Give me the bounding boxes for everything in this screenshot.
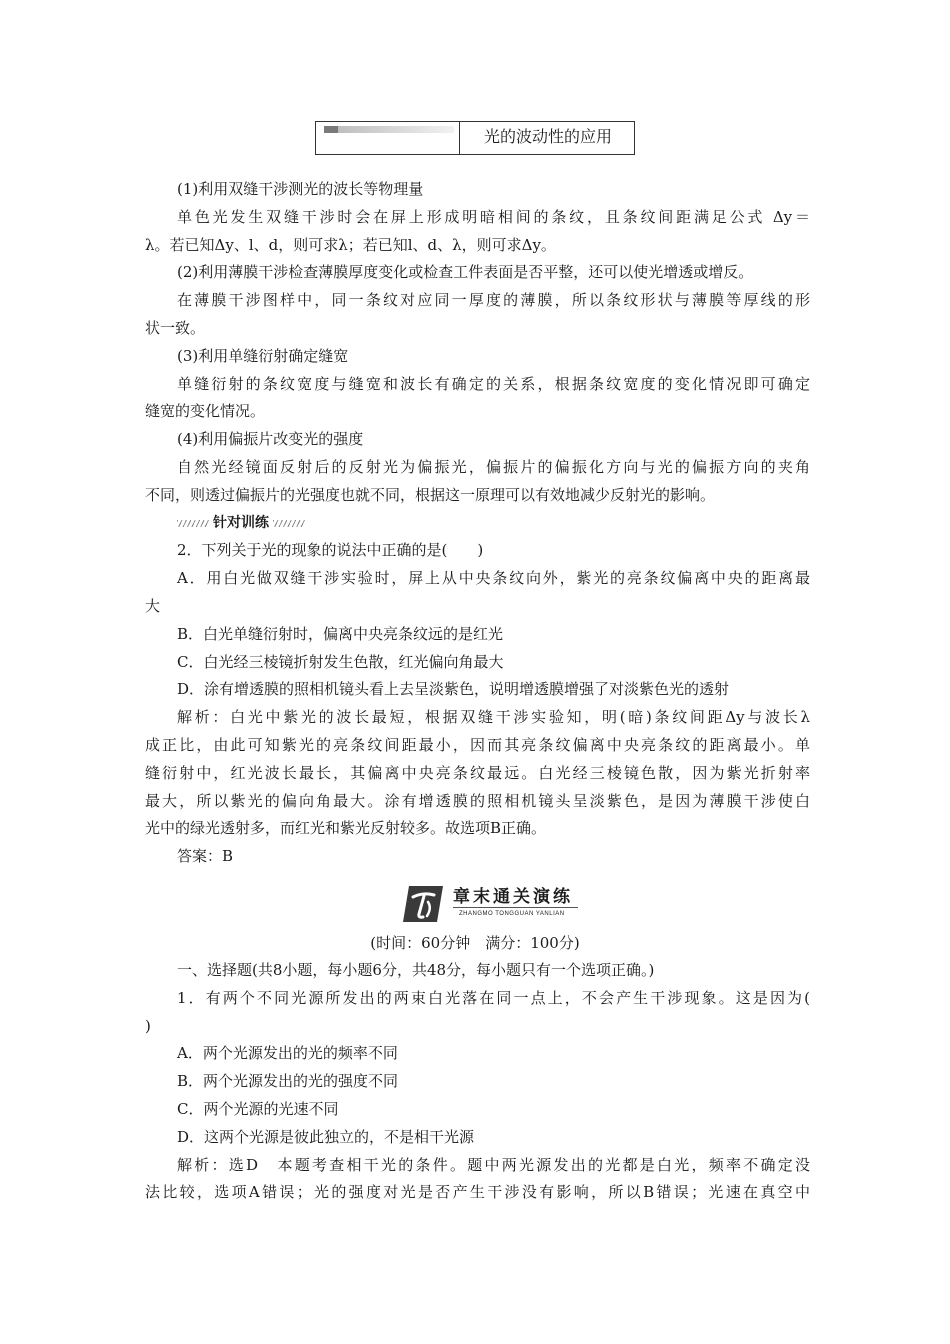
option-d: D．涂有增透膜的照相机镜头看上去呈淡紫色，说明增透膜增强了对淡紫色光的透射 (177, 680, 730, 699)
paragraph-line: 单缝衍射的条纹宽度与缝宽和波长有确定的关系，根据条纹宽度的变化情况即可确定 (177, 374, 810, 393)
paragraph-line: 在薄膜干涉图样中，同一条纹对应同一厚度的薄膜，所以条纹形状与薄膜等厚线的形 (177, 291, 810, 310)
option-d: D．这两个光源是彼此独立的，不是相干光源 (177, 1127, 475, 1146)
analysis-line: 最大，所以紫光的偏向角最大。涂有增透膜的照相机镜头呈淡紫色，是因为薄膜干涉使白 (145, 791, 810, 810)
hatch-decoration-icon (177, 520, 209, 527)
body-text (145, 176, 810, 871)
question-stem: 1．有两个不同光源所发出的两束白光落在同一点上，不会产生干涉现象。这是因为( (177, 988, 810, 1007)
question-stem: 2．下列关于光的现象的说法中正确的是( ) (177, 541, 484, 560)
paragraph-line: 单色光发生双缝干涉时会在屏上形成明暗相间的条纹，且条纹间距满足公式 Δy＝ (177, 207, 810, 226)
practice-heading (145, 510, 810, 538)
analysis-line: 成正比，由此可知紫光的亮条纹间距最小，因而其亮条纹偏离中央亮条纹的距离最小。单 (145, 735, 810, 754)
option-a: A．用白光做双缝干涉实验时，屏上从中央条纹向外，紫光的亮条纹偏离中央的距离最 (177, 569, 810, 588)
question-stem-cont: ) (145, 1016, 151, 1035)
paragraph-line: 不同，则透过偏振片的光强度也就不同，根据这一原理可以有效地减少反射光的影响。 (145, 485, 716, 504)
subheading-2: (2)利用薄膜干涉检查薄膜厚度变化或检查工件表面是否平整，还可以使光增透或增反。 (177, 263, 754, 282)
analysis-line: 光中的绿光透射多，而红光和紫光反射较多。故选项B正确。 (145, 819, 547, 838)
option-b: B．两个光源发出的光的强度不同 (177, 1072, 399, 1091)
time-line: (时间：60分钟 满分：100分) (370, 934, 580, 952)
paragraph-line: 缝宽的变化情况。 (145, 402, 266, 421)
analysis-line: 缝衍射中，红光波长最长，其偏离中央亮条纹最远。白光经三棱镜色散，因为紫光折射率 (145, 763, 810, 782)
exam-text (145, 957, 810, 1207)
option-c: C．两个光源的光速不同 (177, 1099, 339, 1118)
subheading-4: (4)利用偏振片改变光的强度 (177, 430, 364, 449)
chapter-logo-icon (401, 884, 445, 924)
chapter-banner (401, 880, 591, 928)
paragraph-line: 自然光经镜面反射后的反射光为偏振光，偏振片的偏振化方向与光的偏振方向的夹角 (177, 457, 810, 476)
banner-title: 章末通关演练 (453, 887, 573, 907)
section-title: 光的波动性的应用 (484, 127, 613, 146)
analysis-line: 解析：白光中紫光的波长最短，根据双缝干涉实验知，明(暗)条纹间距Δy与波长λ (177, 708, 810, 727)
subheading-1: (1)利用双缝干涉测光的波长等物理量 (177, 180, 424, 198)
practice-heading-label: 针对训练 (213, 514, 269, 531)
banner-subtitle: ZHANGMO TONGGUAN YANLIAN (459, 911, 565, 917)
option-a: A．两个光源发出的光的频率不同 (177, 1044, 398, 1063)
section-title-box (315, 121, 635, 155)
answer-line: 答案：B (177, 847, 234, 866)
analysis-line: 法比较，选项A错误；光的强度对光是否产生干涉没有影响，所以B错误；光速在真空中 (145, 1183, 810, 1202)
paragraph-line: λ。若已知Δy、l、d，则可求λ；若已知l、d、λ，则可求Δy。 (145, 235, 556, 254)
paragraph-line: 状一致。 (145, 318, 206, 337)
analysis-line: 解析：选D 本题考查相干光的条件。题中两光源发出的光都是白光，频率不确定没 (177, 1155, 810, 1174)
hatch-decoration-icon (273, 520, 305, 527)
section-instruction: 一、选择题(共8小题，每小题6分，共48分，每小题只有一个选项正确。) (177, 961, 655, 979)
banner-rule (453, 907, 578, 908)
option-c: C．白光经三棱镜折射发生色散，红光偏向角最大 (177, 652, 504, 671)
section-title-decoration (316, 122, 460, 154)
option-a-cont: 大 (145, 596, 161, 615)
subheading-3: (3)利用单缝衍射确定缝宽 (177, 346, 349, 365)
option-b: B．白光单缝衍射时，偏离中央亮条纹远的是红光 (177, 624, 504, 643)
